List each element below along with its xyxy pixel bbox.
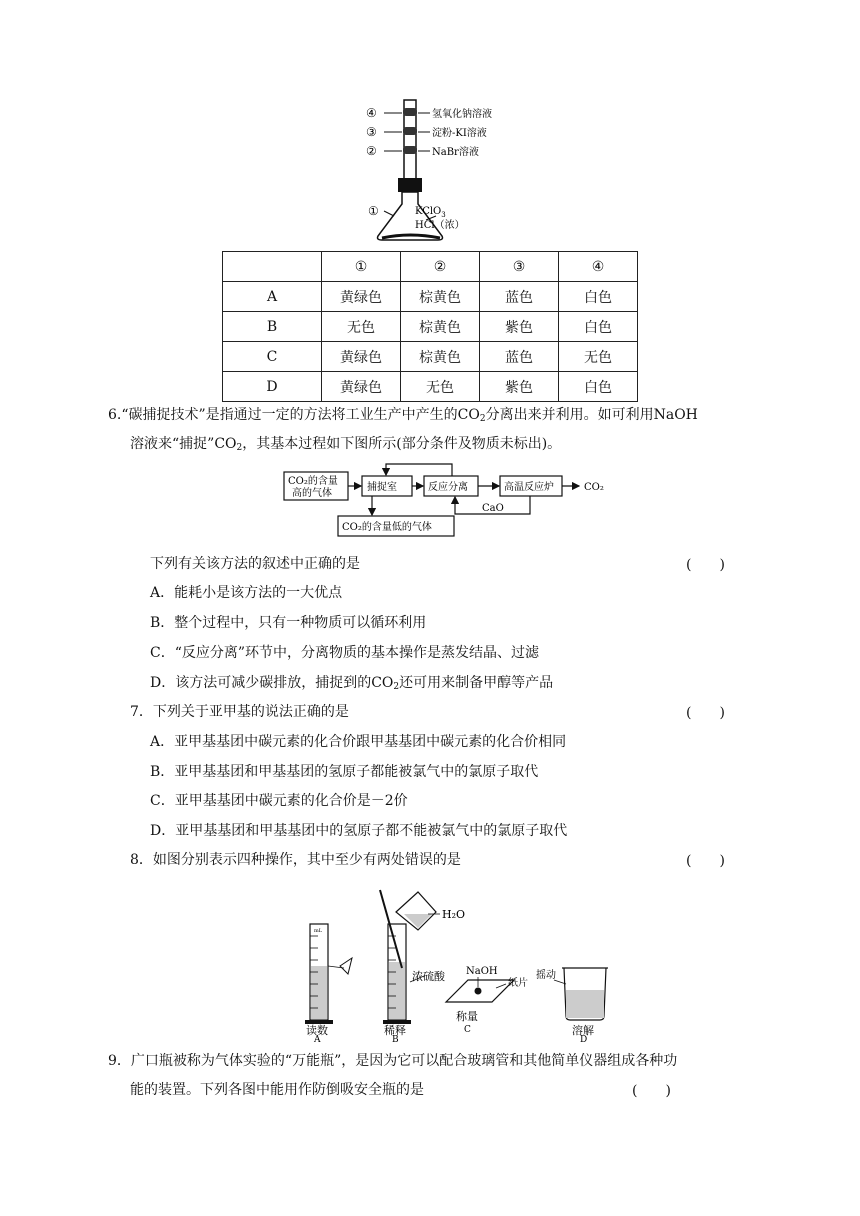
label-conc-sulfuric-acid: 浓硫酸	[412, 970, 445, 983]
table-cell: ②	[401, 252, 480, 282]
letter-b: B	[392, 1035, 399, 1042]
q6-option-a[interactable]: A．能耗小是该方法的一大优点	[150, 585, 343, 601]
q7-option-c[interactable]: C．亚甲基基团中碳元素的化合价是－2价	[150, 793, 408, 809]
carbon-capture-flow-diagram	[282, 460, 618, 538]
label-circle-3: ③	[366, 125, 377, 139]
reagent-nabr: NaBr溶液	[432, 147, 479, 158]
table-cell: 白色	[559, 312, 638, 342]
table-cell: ③	[480, 252, 559, 282]
caption-weigh: 称量	[456, 1010, 478, 1023]
cotton-plug-4	[403, 108, 417, 116]
flow-reaction-separation: 反应分离	[428, 482, 468, 493]
table-cell: 紫色	[480, 372, 559, 402]
flow-input-line-1: CO₂的含量	[288, 476, 338, 487]
caption-dilute: 稀释	[384, 1024, 406, 1037]
flow-capture-room: 捕捉室	[367, 482, 397, 493]
table-cell: 黄绿色	[322, 372, 401, 402]
q6-option-d[interactable]: D．该方法可减少碳排放，捕捉到的$CO_2$还可用来制备甲醇等产品	[150, 675, 554, 692]
table-cell: A	[223, 282, 322, 312]
answer-table	[222, 251, 638, 402]
weighing-paper-c	[446, 977, 514, 1002]
label-circle-1: ①	[368, 204, 379, 218]
table-cell: 无色	[559, 342, 638, 372]
table-cell: 蓝色	[480, 342, 559, 372]
table-row	[223, 282, 638, 312]
table-cell: 白色	[559, 282, 638, 312]
table-cell: ①	[322, 252, 401, 282]
table-cell: 无色	[401, 372, 480, 402]
reagent-naoh: 氢氧化钠溶液	[432, 109, 492, 120]
q7-option-a[interactable]: A．亚甲基基团中碳元素的化合价跟甲基基团中碳元素的化合价相同	[150, 734, 567, 750]
table-cell: 黄绿色	[322, 342, 401, 372]
cotton-plug-2	[403, 146, 417, 154]
caption-dissolve: 溶解	[572, 1024, 594, 1037]
table-header-row	[223, 252, 638, 282]
table-cell: 棕黄色	[401, 282, 480, 312]
label-naoh: NaOH	[466, 966, 498, 977]
q7-answer-blank[interactable]: ( )	[686, 705, 725, 721]
letter-d: D	[580, 1035, 588, 1042]
table-cell: 棕黄色	[401, 312, 480, 342]
table-row	[223, 342, 638, 372]
table-row	[223, 312, 638, 342]
q6-option-b[interactable]: B．整个过程中，只有一种物质可以循环利用	[150, 615, 427, 631]
caption-read: 读数	[306, 1024, 328, 1037]
table-cell: C	[223, 342, 322, 372]
label-circle-2: ②	[366, 144, 377, 158]
q6-line-1: 6.“碳捕捉技术”是指通过一定的方法将工业生产中产生的$CO_2$分离出来并利用。如可利用NaOH	[108, 407, 698, 424]
cylinder-dilution-b	[380, 890, 440, 1024]
label-water: H₂O	[442, 908, 466, 921]
beaker-dissolve-d	[554, 968, 608, 1020]
chlorine-apparatus-figure	[340, 98, 510, 246]
letter-c: C	[464, 1025, 471, 1035]
q9-line-2: 能的装置。下列各图中能用作防倒吸安全瓶的是	[130, 1082, 424, 1098]
flask-reagent-hcl: HCl（浓）	[415, 220, 465, 231]
flask-reagent-kclo3: KClO$_3$	[415, 206, 446, 219]
table-cell: D	[223, 372, 322, 402]
table-cell: B	[223, 312, 322, 342]
reagent-starch-ki: 淀粉-KI溶液	[432, 128, 487, 139]
cylinder-unit-label: mL	[314, 928, 323, 934]
letter-a: A	[314, 1035, 321, 1042]
table-cell: 白色	[559, 372, 638, 402]
table-cell: 黄绿色	[322, 282, 401, 312]
q6-option-c[interactable]: C．“反应分离”环节中，分离物质的基本操作是蒸发结晶、过滤	[150, 645, 540, 661]
flow-low-co2-gas: CO₂的含量低的气体	[342, 522, 432, 533]
table-cell: 紫色	[480, 312, 559, 342]
cylinder-reading-a	[305, 924, 352, 1024]
label-paper: 纸片	[508, 978, 528, 989]
flow-cao: CaO	[482, 503, 504, 514]
table-cell: ④	[559, 252, 638, 282]
table-cell: 棕黄色	[401, 342, 480, 372]
cotton-plug-3	[403, 127, 417, 135]
flow-input-line-2: 高的气体	[292, 488, 332, 499]
q6-line-2: 溶液来“捕捉$”CO_2$，其基本过程如下图所示(部分条件及物质未标出)。	[130, 436, 562, 453]
q7-option-d[interactable]: D．亚甲基基团和甲基基团中的氢原子都不能被氯气中的氯原子取代	[150, 823, 568, 839]
q6-answer-blank[interactable]: ( )	[686, 557, 725, 573]
table-cell	[223, 252, 322, 282]
q9-answer-blank[interactable]: ( )	[632, 1083, 671, 1099]
label-circle-4: ④	[366, 106, 377, 120]
q7-stem: 7．下列关于亚甲基的说法正确的是	[130, 704, 349, 720]
flow-furnace: 高温反应炉	[504, 482, 554, 493]
q9-line-1: 9．广口瓶被称为气体实验的“万能瓶”，是因为它可以配合玻璃管和其他简单仪器组成各种功	[108, 1053, 678, 1069]
q8-stem: 8．如图分别表示四种操作，其中至少有两处错误的是	[130, 852, 461, 868]
q8-answer-blank[interactable]: ( )	[686, 853, 725, 869]
flow-output-co2: CO₂	[584, 482, 604, 493]
table-cell: 无色	[322, 312, 401, 342]
table-row	[223, 372, 638, 402]
label-shake: 摇动	[536, 970, 556, 981]
lab-operations-figure	[300, 884, 620, 1042]
q7-option-b[interactable]: B．亚甲基基团和甲基基团的氢原子都能被氯气中的氯原子取代	[150, 764, 539, 780]
q6-stem: 下列有关该方法的叙述中正确的是	[150, 556, 360, 572]
table-cell: 蓝色	[480, 282, 559, 312]
